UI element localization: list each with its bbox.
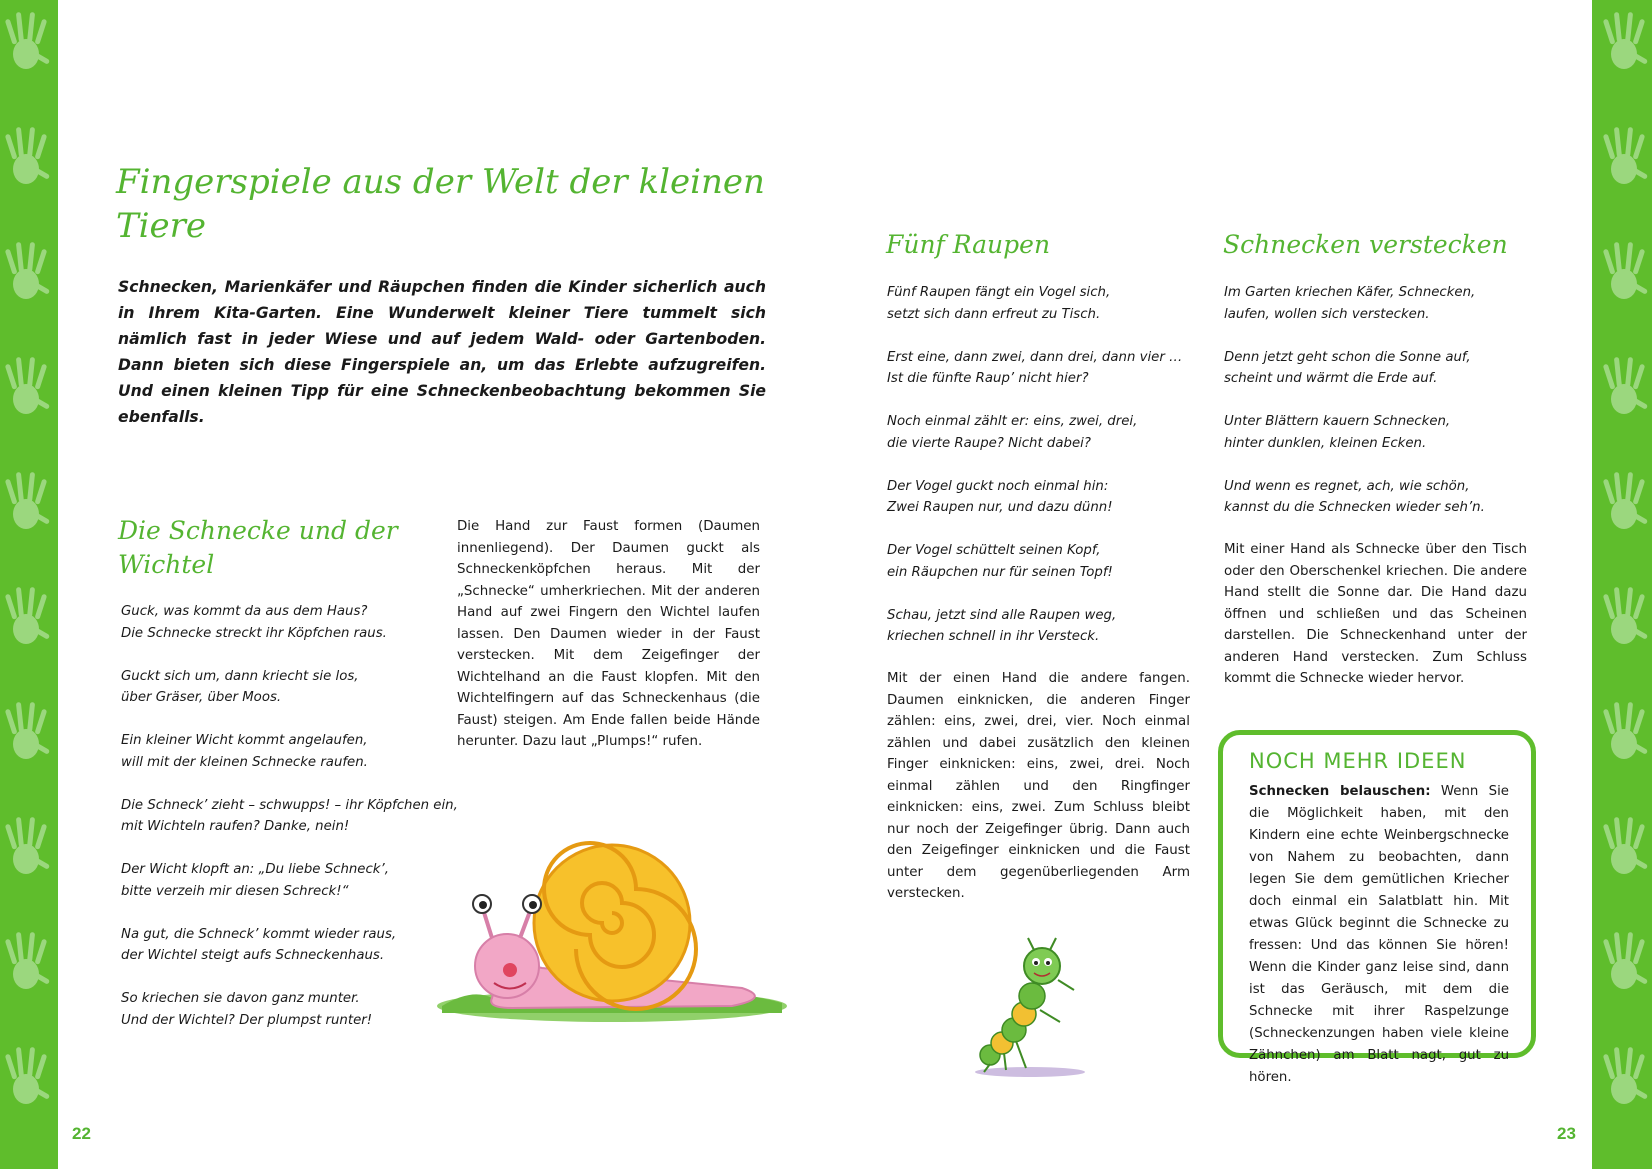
poem-line: So kriechen sie davon ganz munter. bbox=[121, 991, 360, 1006]
poem-stanza bbox=[1224, 282, 1534, 325]
poem-line: Der Wicht klopft an: „Du liebe Schneck’, bbox=[121, 862, 389, 877]
poem-line: Guck, was kommt da aus dem Haus? bbox=[121, 604, 368, 619]
poem-stanza bbox=[887, 347, 1187, 390]
poem-line: die vierte Raupe? Nicht dabei? bbox=[887, 435, 1091, 451]
left-handprint-border bbox=[0, 0, 58, 1169]
poem-fuenf-raupen bbox=[887, 282, 1187, 669]
poem-stanza bbox=[121, 859, 441, 902]
ideas-box bbox=[1218, 730, 1536, 1085]
handprint-pattern-icon bbox=[0, 0, 58, 1169]
poem-stanza bbox=[121, 924, 441, 967]
poem-line: Noch einmal zählt er: eins, zwei, drei, bbox=[887, 414, 1138, 429]
poem-line: hinter dunklen, kleinen Ecken. bbox=[1224, 435, 1427, 451]
poem-stanza bbox=[887, 476, 1187, 519]
snail-illustration bbox=[432, 838, 792, 1023]
poem-line: kannst du die Schnecken wieder seh’n. bbox=[1224, 500, 1485, 515]
poem-line: Unter Blättern kauern Schnecken, bbox=[1224, 414, 1451, 429]
poem-stanza bbox=[887, 605, 1187, 648]
poem-stanza bbox=[1224, 411, 1534, 454]
poem-line: Zwei Raupen nur, und dazu dünn! bbox=[887, 500, 1113, 515]
poem-stanza bbox=[121, 730, 441, 773]
poem-line: Fünf Raupen fängt ein Vogel sich, bbox=[887, 285, 1111, 300]
instructions-schnecke-wichtel: Die Hand zur Faust formen (Daumen innenliegend). Der Daumen guckt als Schneckenköpfchen heraus. Mit der „Schnecke“ umherkriechen. Mit der anderen Hand auf zwei Fingern den Wichtel laufen lassen. Den Daumen wieder in der Faust verstecken. Mit dem Zeigefinger der Wichtelhand an die Faust klopfen. Mit den Wichtelfingern auf das Schneckenhaus (die Faust) steigen. Am Ende fallen beide Hände herunter. Dazu laut „Plumps!“ rufen. bbox=[457, 519, 760, 749]
intro-paragraph: Schnecken, Marienkäfer und Räupchen finden die Kinder sicherlich auch in Ihrem Kita-Garten. Eine Wunderwelt kleiner Tiere tummelt sich nämlich fast in jeder Wiese und auf jedem Wald- oder Gartenboden. Dann bieten sich diese Fingerspiele an, um das Erlebte aufzugreifen. Und einen kleinen Tipp für eine Schneckenbeobachtung bekommen Sie ebenfalls. bbox=[118, 278, 766, 426]
poem-line: bitte verzeih mir diesen Schreck!“ bbox=[121, 883, 349, 899]
poem-schnecken-verstecken bbox=[1224, 282, 1534, 540]
poem-line: Die Schneck’ zieht – schwupps! – ihr Köpfchen ein, bbox=[121, 797, 458, 813]
ideas-box-title: NOCH MEHR IDEEN bbox=[1249, 749, 1467, 773]
poem-line: Die Schnecke streckt ihr Köpfchen raus. bbox=[121, 625, 387, 641]
poem-line: Erst eine, dann zwei, dann drei, dann vier … bbox=[887, 349, 1183, 365]
poem-line: Na gut, die Schneck’ kommt wieder raus, bbox=[121, 926, 397, 942]
poem-stanza bbox=[121, 666, 441, 709]
poem-line: Schau, jetzt sind alle Raupen weg, bbox=[887, 607, 1117, 623]
caterpillar-illustration bbox=[970, 930, 1110, 1080]
poem-stanza bbox=[1224, 347, 1534, 390]
poem-line: Denn jetzt geht schon die Sonne auf, bbox=[1224, 349, 1471, 365]
poem-line: der Wichtel steigt aufs Schneckenhaus. bbox=[121, 948, 385, 963]
right-handprint-border bbox=[1592, 0, 1652, 1169]
poem-line: Und der Wichtel? Der plumpst runter! bbox=[121, 1012, 373, 1028]
page-number-left: 22 bbox=[72, 1124, 91, 1143]
poem-line: Ein kleiner Wicht kommt angelaufen, bbox=[121, 733, 368, 748]
poem-line: Und wenn es regnet, ach, wie schön, bbox=[1224, 478, 1470, 494]
instructions-schnecken-verstecken: Mit einer Hand als Schnecke über den Tisch oder den Oberschenkel kriechen. Die andere Hand stellt die Sonne dar. Die Hand dazu öffnen und schließen und das Scheinen darstellen. Die Schneckenhand unter der anderen Hand verstecken. Zum Schluss kommt die Schnecke wieder hervor. bbox=[1224, 542, 1527, 686]
poem-stanza bbox=[121, 988, 441, 1031]
section-heading-schnecken-verstecken: Schnecken verstecken bbox=[1223, 230, 1508, 259]
poem-line: setzt sich dann erfreut zu Tisch. bbox=[887, 306, 1101, 322]
poem-line: über Gräser, über Moos. bbox=[121, 690, 282, 705]
poem-line: Der Vogel guckt noch einmal hin: bbox=[887, 478, 1109, 494]
poem-stanza bbox=[1224, 476, 1534, 519]
handprint-pattern-icon bbox=[1592, 0, 1652, 1169]
poem-line: Ist die fünfte Raup’ nicht hier? bbox=[887, 371, 1089, 386]
ideas-box-lead: Schnecken belauschen: bbox=[1249, 784, 1431, 799]
poem-line: scheint und wärmt die Erde auf. bbox=[1224, 371, 1438, 386]
page-title: Fingerspiele aus der Welt der kleinen Tiere bbox=[116, 162, 765, 246]
page-number-right: 23 bbox=[1557, 1124, 1576, 1143]
section-heading-schnecke-wichtel: Die Schnecke und der Wichtel bbox=[118, 516, 398, 579]
instructions-fuenf-raupen: Mit der einen Hand die andere fangen. Daumen einknicken, die anderen Finger zählen: eins, zwei, drei, vier. Noch einmal zählen und dabei zusätzlich den kleinen Finger einknicken: eins, zwei, drei. Noch einmal zählen und den Ringfinger einknicken: eins, zwei. Zum Schluss bleibt nur noch der Zeigefinger übrig. Dann auch den Zeigefinger einknicken und die Faust unter dem gegenüberliegenden Arm verstecken. bbox=[887, 671, 1190, 901]
poem-line: Der Vogel schüttelt seinen Kopf, bbox=[887, 543, 1101, 558]
poem-schnecke-wichtel bbox=[121, 601, 458, 1053]
poem-line: Im Garten kriechen Käfer, Schnecken, bbox=[1224, 285, 1476, 300]
poem-stanza bbox=[887, 282, 1187, 325]
ideas-box-text bbox=[1249, 781, 1509, 1089]
poem-line: ein Räupchen nur für seinen Topf! bbox=[887, 564, 1113, 580]
poem-line: kriechen schnell in ihr Versteck. bbox=[887, 629, 1100, 644]
poem-line: Guckt sich um, dann kriecht sie los, bbox=[121, 668, 359, 684]
poem-stanza bbox=[887, 411, 1187, 454]
poem-stanza bbox=[121, 601, 441, 644]
section-heading-fuenf-raupen: Fünf Raupen bbox=[886, 230, 1051, 259]
poem-stanza bbox=[887, 540, 1187, 583]
poem-line: will mit der kleinen Schnecke raufen. bbox=[121, 754, 368, 770]
ideas-box-body: Wenn Sie die Möglichkeit haben, mit den Kindern eine echte Weinbergschnecke von Nahem zu beobachten, dann legen Sie dem gemütlichen Kriecher doch einmal ein Salatblatt hin. Mit etwas Glück beginnt die Schnecke zu fressen: Und das können Sie hören! Wenn die Kinder ganz leise sind, dann ist das Geräusch, mit dem die Schnecke mit ihrer Raspelzunge (Schneckenzungen haben viele kleine Zähnchen) am Blatt nagt, gut zu hören. bbox=[1249, 784, 1509, 1085]
poem-stanza bbox=[121, 795, 458, 838]
poem-line: laufen, wollen sich verstecken. bbox=[1224, 306, 1430, 322]
poem-line: mit Wichteln raufen? Danke, nein! bbox=[121, 819, 350, 834]
